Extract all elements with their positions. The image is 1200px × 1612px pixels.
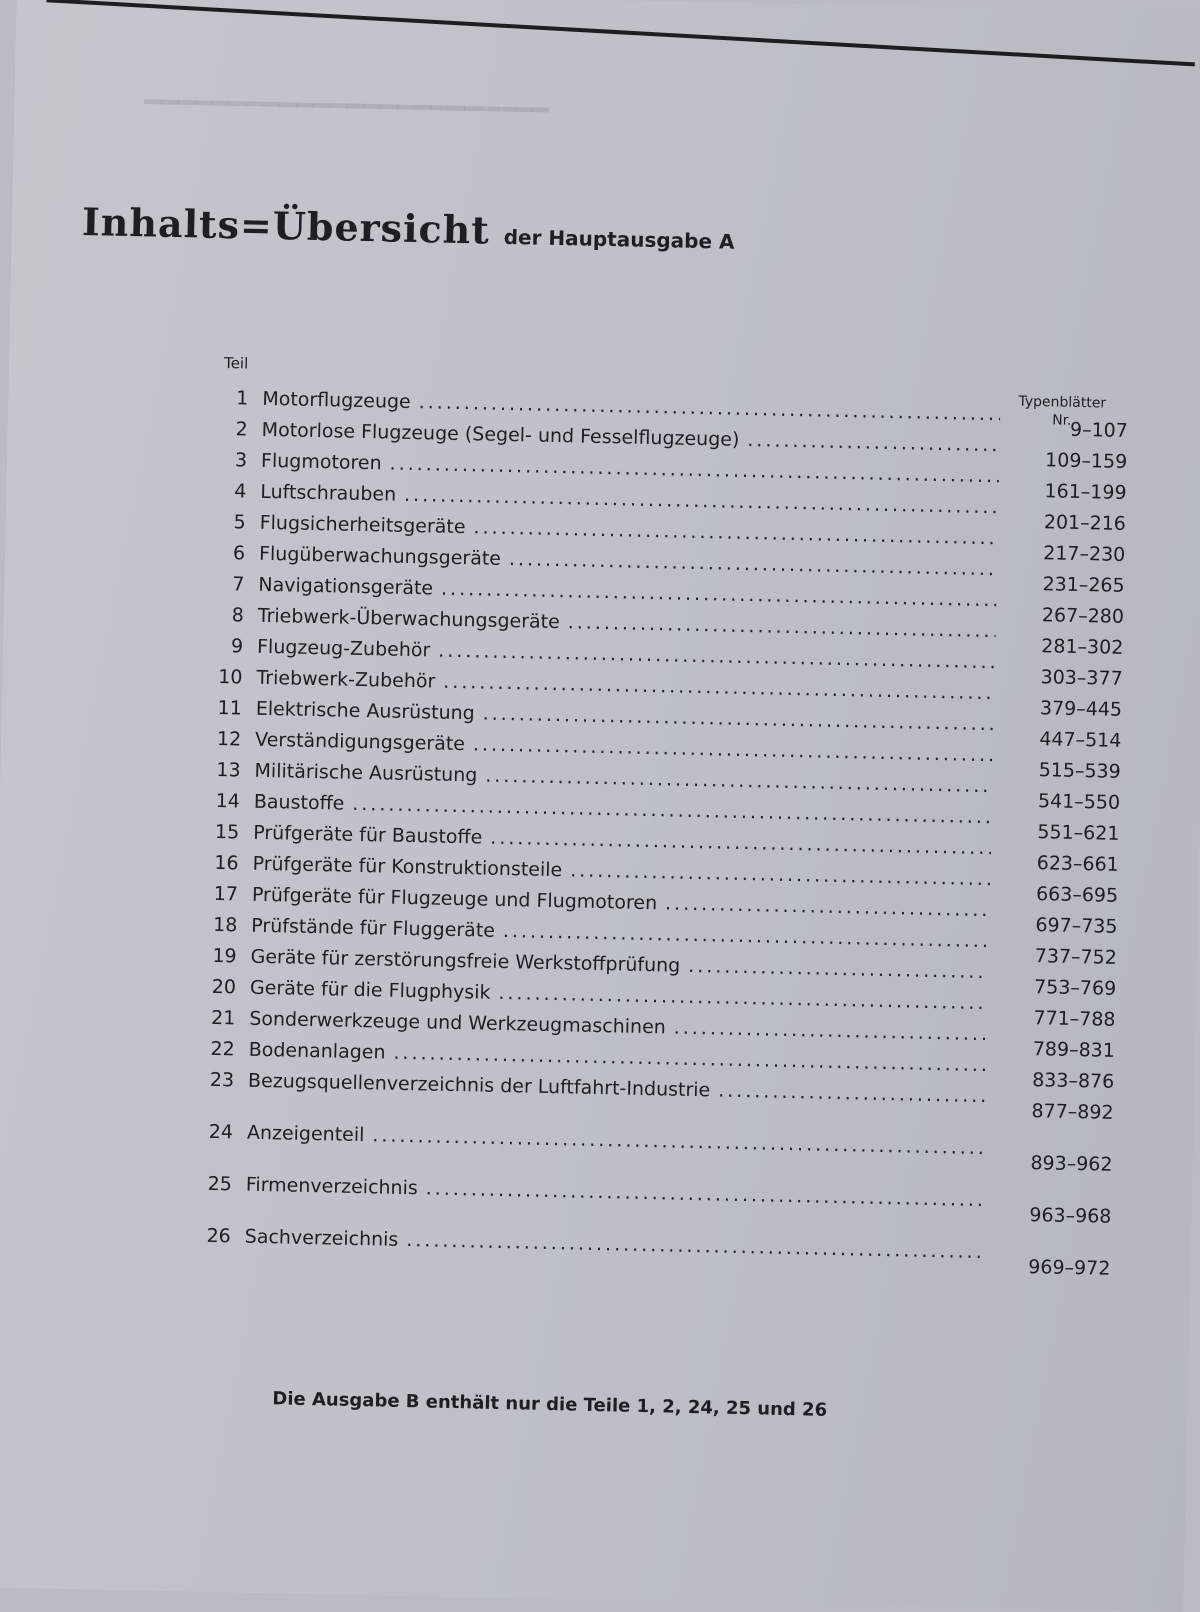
entry-number: 19 xyxy=(212,944,237,968)
entry-number: 7 xyxy=(232,573,245,596)
entry-pages: 877–892 xyxy=(1031,1100,1114,1124)
entry-pages: 789–831 xyxy=(1032,1038,1116,1062)
entry-number: 21 xyxy=(210,1006,236,1030)
entry-number: 25 xyxy=(207,1172,233,1196)
entry-label: Motorflugzeuge xyxy=(262,387,411,413)
entry-pages: 379–445 xyxy=(1039,697,1123,721)
column-header-part: Teil xyxy=(223,354,249,373)
entry-number: 1 xyxy=(236,387,249,410)
top-rule xyxy=(46,0,1194,66)
bleed-through: ━━━━━━━━━━━━━━━━━━━━━━━━ xyxy=(144,85,550,127)
entry-label: Sachverzeichnis xyxy=(244,1225,399,1251)
entry-pages: 753–769 xyxy=(1033,976,1117,1000)
entry-pages: 623–661 xyxy=(1036,852,1119,876)
entry-pages: 541–550 xyxy=(1037,790,1121,814)
entry-number: 10 xyxy=(218,665,243,689)
entry-label: Bodenanlagen xyxy=(248,1038,386,1064)
entry-number: 11 xyxy=(217,696,243,720)
entry-pages: 267–280 xyxy=(1041,604,1125,628)
entry-label: Triebwerk-Überwachungsgeräte xyxy=(257,604,561,634)
entry-number: 9 xyxy=(230,635,244,658)
entry-number: 16 xyxy=(214,851,239,875)
entry-number: 23 xyxy=(209,1068,235,1092)
entry-pages: 663–695 xyxy=(1035,883,1119,907)
leader-dots xyxy=(747,429,1000,456)
entry-label: Triebwerk-Zubehör xyxy=(256,666,436,693)
entry-label: Motorlose Flugzeuge (Segel- und Fesselflugzeuge) xyxy=(261,418,740,451)
entry-label: Militärische Ausrüstung xyxy=(254,759,478,787)
entry-label: Navigationsgeräte xyxy=(258,573,434,600)
entry-pages: 281–302 xyxy=(1041,635,1124,659)
title-main: Inhalts=Übersicht xyxy=(81,199,491,253)
page-title xyxy=(82,199,736,258)
entry-number: 15 xyxy=(214,820,240,844)
leader-dots xyxy=(718,1080,986,1108)
entry-number: 12 xyxy=(216,727,242,751)
entry-pages: 447–514 xyxy=(1039,728,1122,752)
entry-number: 22 xyxy=(210,1037,235,1061)
entry-label: Firmenverzeichnis xyxy=(245,1173,418,1200)
entry-label: Prüfgeräte für Flugzeuge und Flugmotoren xyxy=(251,883,658,915)
entry-label: Prüfstände für Fluggeräte xyxy=(251,914,496,942)
leader-dots xyxy=(419,391,1001,425)
entry-number: 13 xyxy=(216,758,241,782)
entry-pages: 697–735 xyxy=(1035,914,1118,938)
entry-pages: 161–199 xyxy=(1044,480,1127,504)
entry-label: Sonderwerkzeuge und Werkzeugmaschinen xyxy=(249,1007,667,1039)
title-subtitle: der Hauptausgabe A xyxy=(503,224,735,254)
entry-label: Baustoffe xyxy=(253,790,345,815)
column-header-sheets-line2: Nr. xyxy=(1052,412,1072,429)
entry-number: 14 xyxy=(215,789,241,813)
entry-pages: 969–972 xyxy=(1028,1256,1111,1280)
entry-number: 26 xyxy=(206,1224,232,1248)
entry-pages: 963–968 xyxy=(1029,1204,1112,1228)
entry-pages: 9–107 xyxy=(1069,418,1129,442)
entry-number: 5 xyxy=(233,511,246,534)
entry-number: 8 xyxy=(231,604,245,627)
entry-number: 6 xyxy=(232,542,246,565)
column-header-sheets-line1: Typenblätter xyxy=(1018,393,1107,412)
entry-label: Flugüberwachungsgeräte xyxy=(258,542,502,570)
entry-pages: 217–230 xyxy=(1043,542,1126,566)
entry-number: 18 xyxy=(212,913,238,937)
entry-pages: 737–752 xyxy=(1034,945,1118,969)
entry-label: Elektrische Ausrüstung xyxy=(255,697,475,725)
entry-number: 20 xyxy=(211,975,237,999)
entry-pages: 231–265 xyxy=(1042,573,1125,597)
entry-label: Flugsicherheitsgeräte xyxy=(259,511,466,539)
entry-number: 24 xyxy=(208,1120,234,1144)
entry-pages: 303–377 xyxy=(1040,666,1123,690)
entry-pages: 109–159 xyxy=(1044,449,1128,473)
entry-pages: 893–962 xyxy=(1030,1152,1113,1176)
entry-label: Bezugsquellenverzeichnis der Luftfahrt-Industrie xyxy=(247,1069,711,1102)
entry-label: Flugzeug-Zubehör xyxy=(256,635,431,662)
table-of-contents xyxy=(170,386,1128,1295)
entry-number: 17 xyxy=(213,882,239,906)
entry-number: 2 xyxy=(235,418,248,441)
entry-label: Luftschrauben xyxy=(260,480,397,506)
entry-number: 3 xyxy=(234,449,248,472)
entry-pages: 771–788 xyxy=(1033,1007,1116,1031)
entry-pages: 515–539 xyxy=(1038,759,1121,783)
entry-pages: 833–876 xyxy=(1031,1069,1115,1093)
entry-label: Geräte für die Flugphysik xyxy=(249,976,491,1004)
entry-label: Anzeigenteil xyxy=(246,1121,365,1147)
entry-pages: 201–216 xyxy=(1043,511,1127,535)
entry-label: Prüfgeräte für Konstruktionsteile xyxy=(252,852,563,882)
entry-label: Verständigungsgeräte xyxy=(254,728,466,756)
entry-pages: 551–621 xyxy=(1037,821,1120,845)
footer-note: Die Ausgabe B enthält nur die Teile 1, 2, 24, 25 und 26 xyxy=(272,1388,828,1421)
entry-label: Prüfgeräte für Baustoffe xyxy=(253,821,483,849)
entry-label: Flugmotoren xyxy=(260,449,382,475)
entry-label: Geräte für zerstörungsfreie Werkstoffprüfung xyxy=(250,945,681,977)
entry-number: 4 xyxy=(234,480,247,503)
